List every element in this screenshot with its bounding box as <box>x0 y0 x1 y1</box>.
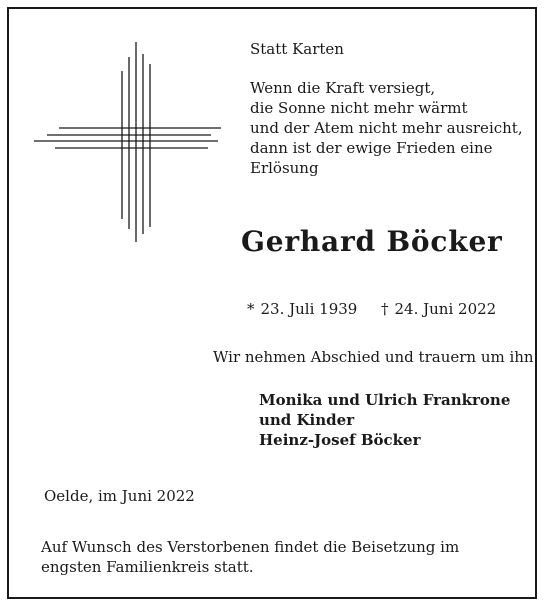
burial-line: engsten Familienkreis statt. <box>41 558 254 576</box>
birth-date-text: 23. Juli 1939 <box>260 300 358 318</box>
statt-karten-label: Statt Karten <box>250 40 344 58</box>
poem-line: und der Atem nicht mehr ausreicht, <box>250 119 523 137</box>
death-dagger-icon: † <box>381 300 389 318</box>
family-line: Heinz-Josef Böcker <box>259 431 421 449</box>
poem-line: Wenn die Kraft versiegt, <box>250 79 436 97</box>
family-line: und Kinder <box>259 411 355 429</box>
poem-line: Erlösung <box>250 159 319 177</box>
poem <box>250 78 523 178</box>
burial-line: Auf Wunsch des Verstorbenen findet die Beisetzung im <box>41 538 460 556</box>
obituary-notice <box>7 7 537 599</box>
poem-line: die Sonne nicht mehr wärmt <box>250 99 468 117</box>
death-date <box>381 300 496 318</box>
birth-date <box>247 300 357 318</box>
cross-icon <box>9 9 239 269</box>
family-line: Monika und Ulrich Frankrone <box>259 391 511 409</box>
mourning-text: Wir nehmen Abschied und trauern um ihn. <box>213 348 539 366</box>
burial-notice <box>41 537 459 577</box>
place-date: Oelde, im Juni 2022 <box>44 487 195 505</box>
death-date-text: 24. Juni 2022 <box>394 300 497 318</box>
birth-star-icon: * <box>247 300 255 318</box>
family-signatures <box>259 390 510 450</box>
deceased-name: Gerhard Böcker <box>241 225 503 258</box>
poem-line: dann ist der ewige Frieden eine <box>250 139 493 157</box>
